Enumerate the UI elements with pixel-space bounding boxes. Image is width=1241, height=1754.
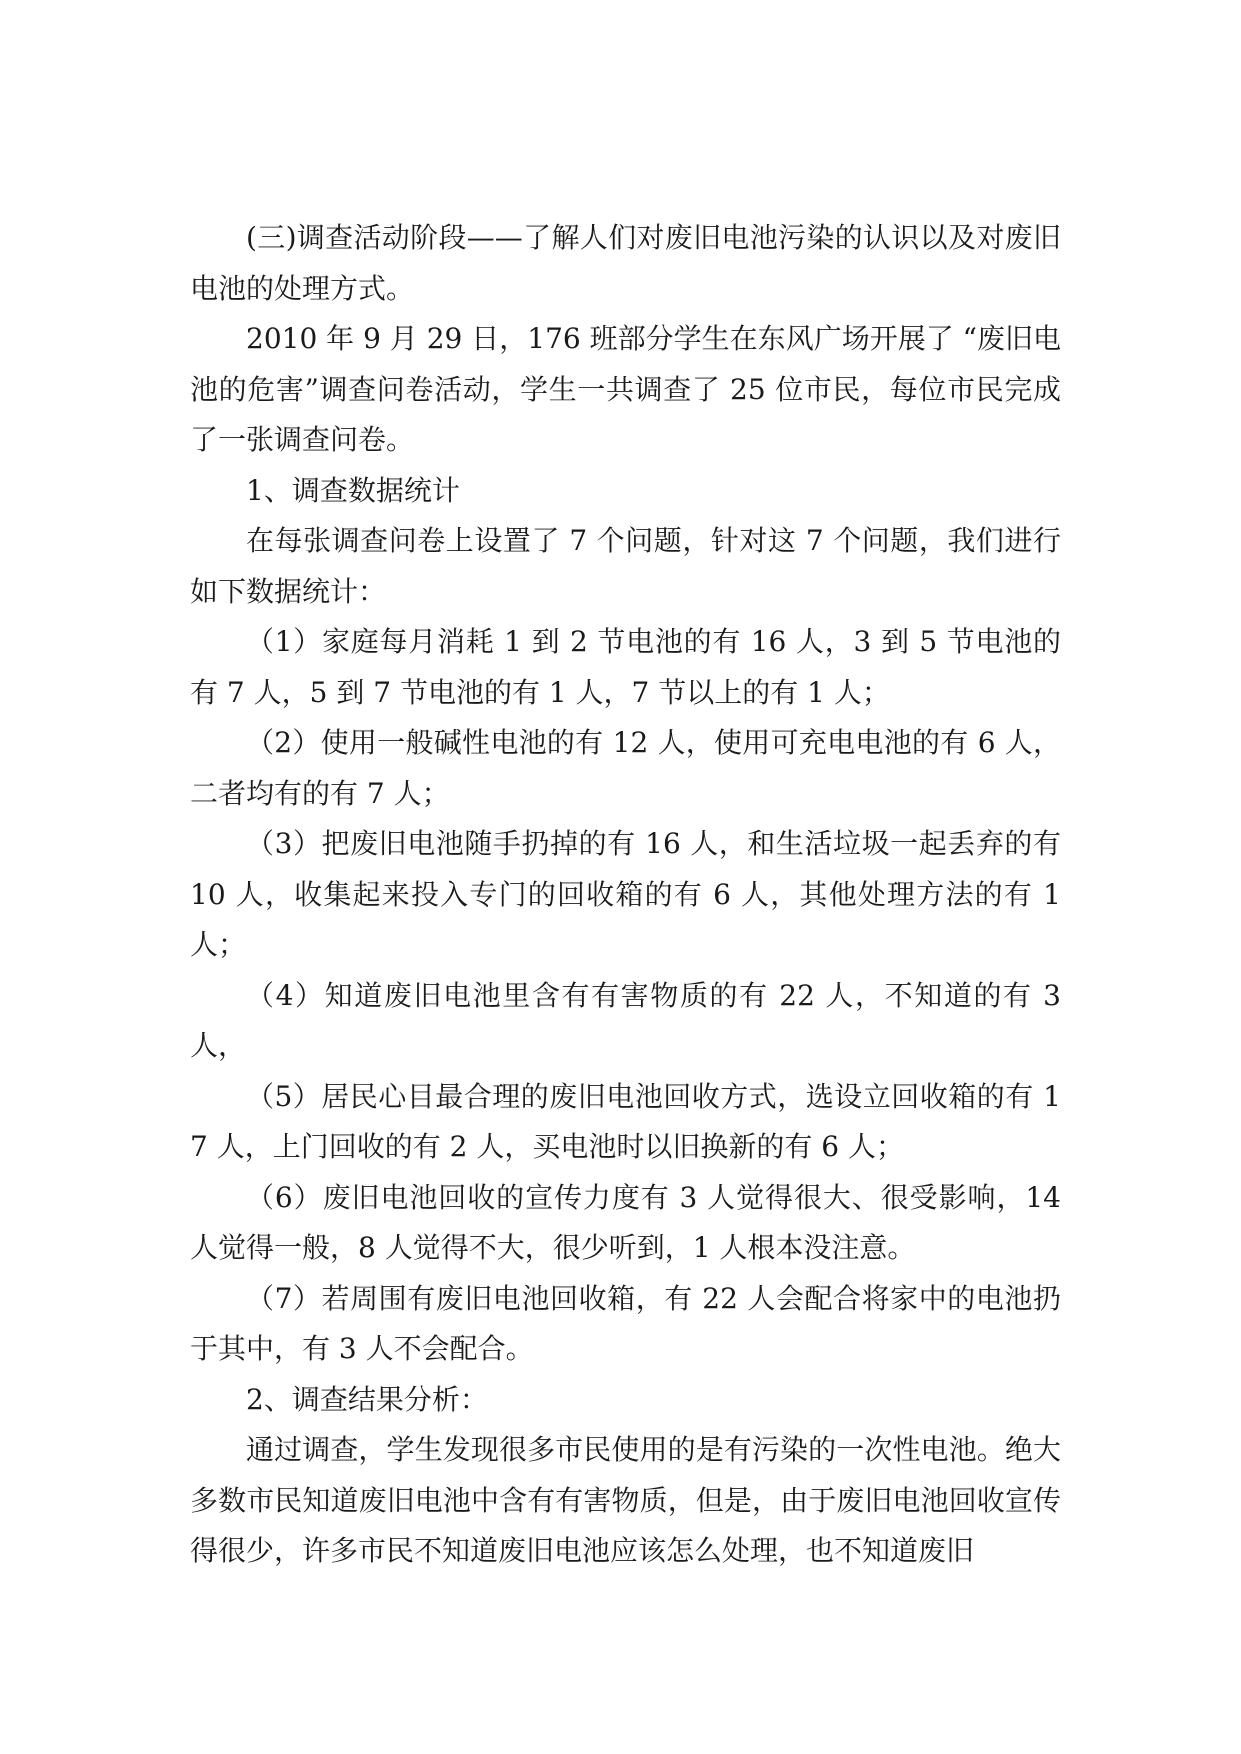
paragraph-survey-activity: 2010 年 9 月 29 日，176 班部分学生在东风广场开展了 “废旧电池的危害”调查问卷活动，学生一共调查了 25 位市民，每位市民完成了一张调查问卷。 <box>190 322 1061 456</box>
list-item-4: （4）知道废旧电池里含有有害物质的有 22 人，不知道的有 3 人， <box>190 978 1061 1062</box>
list-item-2: （2）使用一般碱性电池的有 12 人，使用可充电电池的有 6 人，二者均有的有 7 人； <box>190 726 1061 810</box>
list-item-1: （1）家庭每月消耗 1 到 2 节电池的有 16 人，3 到 5 节电池的有 7 人，5 到 7 节电池的有 1 人，7 节以上的有 1 人； <box>190 625 1061 709</box>
document-body <box>190 213 1061 1577</box>
paragraph-questions-intro: 在每张调查问卷上设置了 7 个问题，针对这 7 个问题，我们进行如下数据统计： <box>190 524 1061 608</box>
list-item-3: （3）把废旧电池随手扔掉的有 16 人，和生活垃圾一起丢弃的有 10 人，收集起来投入专门的回收箱的有 6 人，其他处理方法的有 1 人； <box>190 827 1061 961</box>
subheading-results-analysis: 2、调查结果分析： <box>246 1382 488 1416</box>
list-item-7: （7）若周围有废旧电池回收箱，有 22 人会配合将家中的电池扔于其中，有 3 人不会配合。 <box>190 1281 1061 1365</box>
list-item-6: （6）废旧电池回收的宣传力度有 3 人觉得很大、很受影响，14 人觉得一般，8 人觉得不大，很少听到，1 人根本没注意。 <box>190 1180 1061 1264</box>
list-item-5: （5）居民心目最合理的废旧电池回收方式，选设立回收箱的有 17 人，上门回收的有 2 人，买电池时以旧换新的有 6 人； <box>190 1079 1061 1163</box>
subheading-data-statistics: 1、调查数据统计 <box>246 473 460 507</box>
paragraph-analysis: 通过调查，学生发现很多市民使用的是有污染的一次性电池。绝大多数市民知道废旧电池中含有有害物质，但是，由于废旧电池回收宣传得很少，许多市民不知道废旧电池应该怎么处理，也不知道废旧 <box>190 1433 1061 1567</box>
section-heading-survey-stage: (三)调查活动阶段——了解人们对废旧电池污染的认识以及对废旧电池的处理方式。 <box>190 221 1061 305</box>
